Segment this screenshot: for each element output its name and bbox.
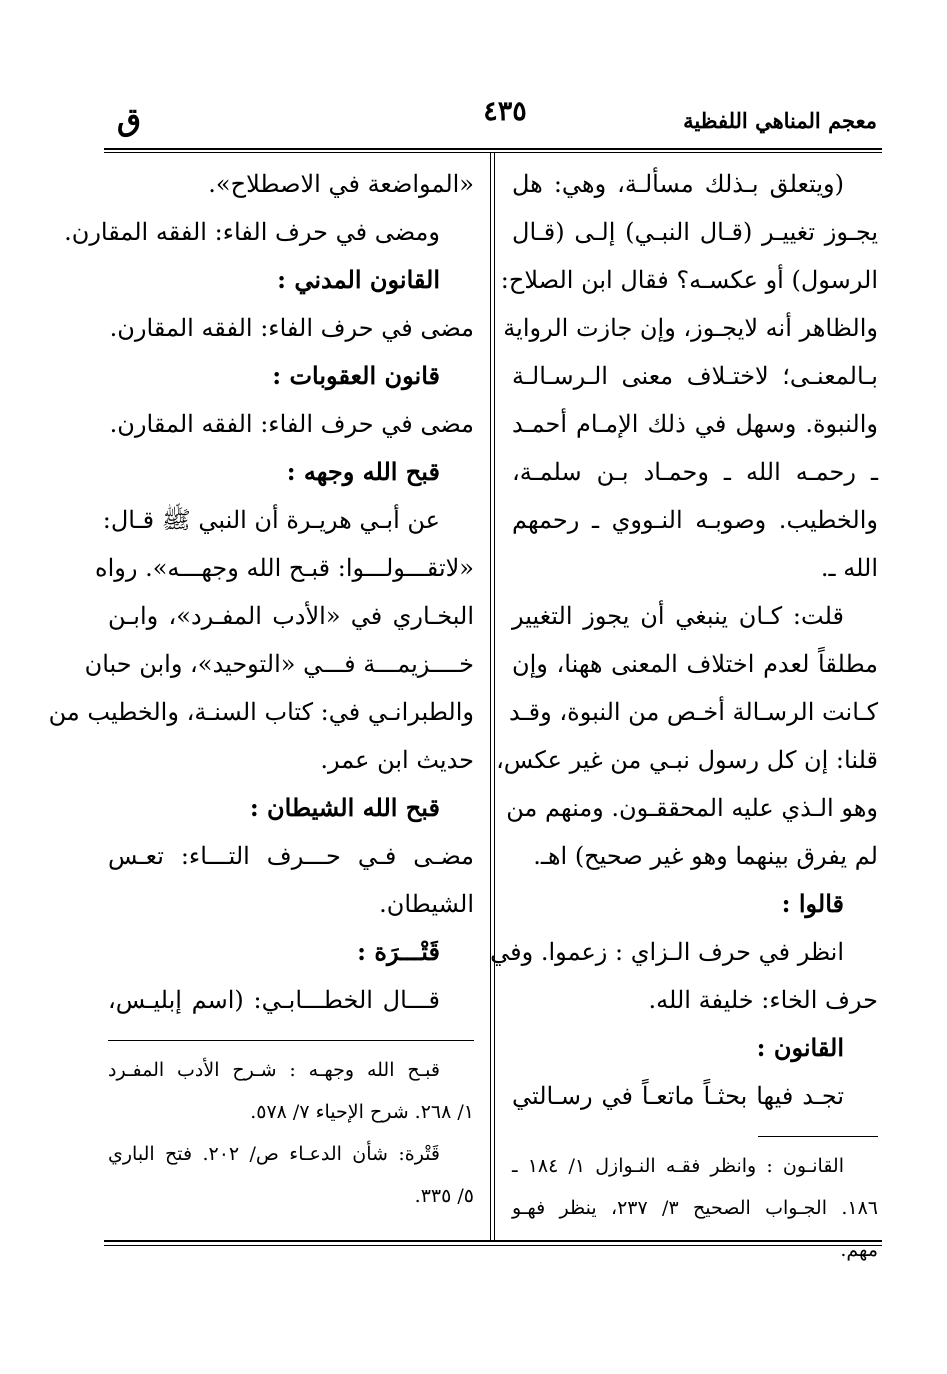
page-number: ٤٣٥ (483, 96, 527, 127)
text-line: عن أبـي هريـرة أن النبي ﷺ قـال: (102, 506, 440, 534)
text-line: حديث ابن عمر. (320, 746, 474, 774)
text-line: قلنا: إن كل رسول نبـي من غير عكس، (496, 746, 878, 774)
text-line: الرسول) أو عكسـه؟ فقال ابن الصلاح: (500, 266, 878, 294)
text-line: تجـد فيها بحثـاً ماتعـاً في رسـالتي (512, 1082, 844, 1110)
text-line: لم يفرق بينهما وهو غير صحيح) اهـ. (533, 842, 878, 870)
text-line: يجـوز تغييـر (قـال النبـي) إلـى (قـال (512, 218, 878, 246)
text-line: بـالمعنـى؛ لاختـلاف معنى الـرسـالـة (512, 362, 878, 390)
text-line: «المواضعة في الاصطلاح». (208, 170, 474, 198)
footer-rule-thin (104, 1245, 882, 1246)
text-line: الله ـ. (820, 554, 878, 582)
text-line: (ويتعلق بـذلك مسألـة، وهي: هل (512, 170, 844, 198)
text-line: مضـى فـي حـــرف التـــاء: تعـس (108, 842, 474, 870)
footnote-line: قَتْرة: شأن الدعـاء ص/ ٢٠٢. فتح الباري (108, 1143, 440, 1165)
text-line: والطبرانـي في: كتاب السنـة، والخطيب من (48, 698, 474, 726)
entry-heading: القانون : (756, 1033, 844, 1062)
footnote-line: مهم. (840, 1239, 878, 1261)
entry-heading: قبح الله وجهه : (286, 457, 440, 486)
text-line: حرف الخاء: خليفة الله. (648, 986, 878, 1014)
text-line: «لاتقـــولـــوا: قبـح الله وجهـــه». رواه (95, 554, 474, 582)
footnote-line: ١/ ٢٦٨. شرح الإحياء ٧/ ٥٧٨. (250, 1101, 474, 1123)
right-column (490, 160, 878, 1271)
text-line: كـانت الرسـالة أخـص من النبوة، وقـد (509, 698, 878, 726)
footnote-rule (758, 1136, 878, 1137)
text-line: مضى في حرف الفاء: الفقه المقارن. (109, 314, 474, 342)
text-line: قـــال الخطـــابـي: (اسم إبليـس، (108, 986, 440, 1014)
text-line: وهو الـذي عليه المحققـون. ومنهم من (506, 794, 878, 822)
text-line: خــــزيمـــة فـــي «التوحيد»، وابن حبان (84, 650, 474, 678)
text-line: البخـاري في «الأدب المفـرد»، وابـن (108, 602, 474, 630)
text-line: والظاهر أنه لايجـوز، وإن جازت الرواية (503, 314, 878, 342)
text-line: مضى في حرف الفاء: الفقه المقارن. (109, 410, 474, 438)
section-letter: ق (117, 102, 142, 138)
text-line: ـ رحمـه الله ـ وحمـاد بـن سلمـة، (512, 458, 878, 486)
column-divider (490, 152, 495, 1241)
left-column (48, 160, 474, 1217)
entry-heading: قبح الله الشيطان : (249, 793, 440, 822)
footnote-line: ٥/ ٣٣٥. (414, 1185, 474, 1207)
footnote-line: القانـون : وانظر فقـه النـوازل ١/ ١٨٤ ـ (512, 1155, 845, 1177)
text-line: انظر في حرف الـزاي : زعموا. وفي (490, 938, 844, 966)
running-header-title: معجم المناهي اللفظية (683, 108, 877, 133)
footnote-rule (108, 1040, 474, 1041)
text-line: والنبوة. وسهل في ذلك الإمـام أحمـد (512, 410, 878, 438)
footnote-line: قبـح الله وجهـه : شـرح الأدب المفـرد (108, 1059, 440, 1081)
header-rule (104, 148, 882, 150)
text-line: والخطيب. وصوبـه النـووي ـ رحمهم (512, 506, 878, 534)
entry-heading: قَتْـــرَة : (357, 937, 440, 966)
footnote-line: ١٨٦. الجـواب الصحيح ٣/ ٢٣٧، ينظر فهـو (512, 1197, 878, 1219)
text-line: مطلقاً لعدم اختلاف المعنى ههنا، وإن (512, 650, 878, 678)
text-line: الشيطان. (379, 890, 474, 918)
entry-heading: قانون العقوبات : (272, 361, 440, 390)
footer-rule (104, 1240, 882, 1242)
text-line: قلت: كـان ينبغي أن يجوز التغيير (512, 602, 844, 630)
entry-heading: قالوا : (781, 889, 844, 918)
entry-heading: القانون المدني : (277, 265, 440, 294)
text-line: ومضى في حرف الفاء: الفقه المقارن. (64, 218, 440, 246)
